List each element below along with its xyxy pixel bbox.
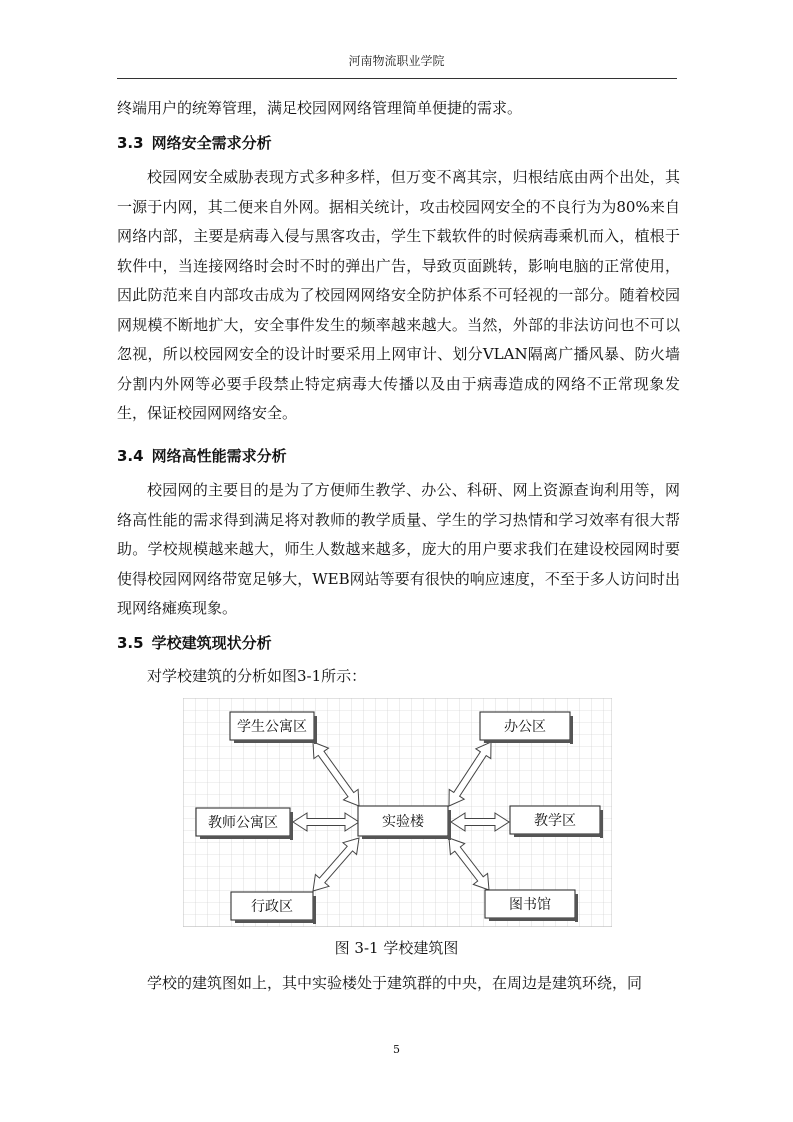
- node-label: 实验楼: [382, 814, 424, 830]
- section-number: 3.5: [117, 634, 144, 652]
- page-number: 5: [393, 1043, 400, 1056]
- node-mid-right: [510, 806, 603, 838]
- section-title: 学校建筑现状分析: [151, 634, 272, 652]
- node-label: 教师公寓区: [208, 815, 278, 831]
- node-label: 学生公寓区: [237, 719, 307, 735]
- section-heading-3-3: [117, 132, 272, 153]
- paragraph-performance: 校园网的主要目的是为了方便师生教学、办公、科研、网上资源查询利用等，网络高性能的需求得到满足将对教师的教学质量、学生的学习热情和学习效率有很大帮助。学校规模越来越大，师生人数越来越多，庞大的用户要求我们在建设校园网时要使得校园网网络带宽足够大，WEB网站等要有很快的响应速度，不至于多人访问时出现网络瘫痪现象。: [117, 481, 680, 617]
- figure-caption: 图 3-1 学校建筑图: [334, 939, 459, 957]
- page-header: 河南物流职业学院: [348, 54, 445, 68]
- node-label: 教学区: [534, 813, 576, 829]
- paragraph-figure-intro: 对学校建筑的分析如图3-1所示：: [147, 667, 367, 685]
- section-title: 网络高性能需求分析: [151, 447, 287, 465]
- section-title: 网络安全需求分析: [151, 134, 272, 152]
- node-bottom-left: [231, 892, 316, 924]
- header-rule: [117, 78, 677, 79]
- node-center: [358, 806, 451, 840]
- section-heading-3-4: [117, 445, 287, 466]
- section-number: 3.4: [117, 447, 144, 465]
- node-mid-left: [196, 808, 293, 840]
- campus-building-diagram: [183, 698, 612, 927]
- node-bottom-right: [485, 890, 578, 922]
- node-label: 图书馆: [509, 897, 551, 913]
- paragraph-continued: 终端用户的统筹管理，满足校园网网络管理简单便捷的需求。: [117, 99, 523, 117]
- node-label: 办公区: [504, 719, 546, 735]
- section-number: 3.3: [117, 134, 144, 152]
- node-top-right: [480, 712, 573, 744]
- paragraph-after-figure: 学校的建筑图如上，其中实验楼处于建筑群的中央，在周边是建筑环绕，同: [147, 974, 643, 992]
- node-label: 行政区: [251, 899, 293, 915]
- section-heading-3-5: [117, 632, 272, 653]
- node-top-left: [230, 712, 317, 744]
- paragraph-security: 校园网安全威胁表现方式多种多样，但万变不离其宗，归根结底由两个出处，其一源于内网，其二便来自外网。据相关统计，攻击校园网安全的不良行为为80%来自网络内部，主要是病毒入侵与黑客攻击，学生下载软件的时候病毒乘机而入，植根于软件中，当连接网络时会时不时的弹出广告，导致页面跳转，影响电脑的正常使用，因此防范来自内部攻击成为了校园网网络安全防护体系不可轻视的一部分。随着校园网规模不断地扩大，安全事件发生的频率越来越大。当然，外部的非法访问也不可以忽视，所以校园网安全的设计时要采用上网审计、划分VLAN隔离广播风暴、防火墙分割内外网等必要手段禁止特定病毒大传播以及由于病毒造成的网络不正常现象发生，保证校园网网络安全。: [117, 168, 680, 422]
